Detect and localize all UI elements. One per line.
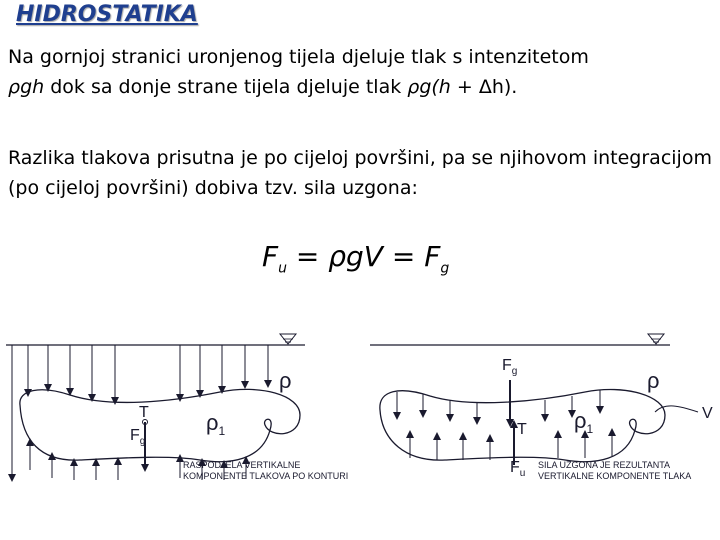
left-rho-label: ρ <box>279 368 292 393</box>
p1-delta: Δ <box>478 76 492 98</box>
left-diagram <box>6 334 348 481</box>
right-caption-2: VERTIKALNE KOMPONENTE TLAKA <box>538 471 692 481</box>
p1-gh: gh <box>20 76 45 98</box>
formula-sub-u: u <box>278 260 287 277</box>
formula-F2: F <box>424 240 441 273</box>
submerged-body-left <box>20 389 300 461</box>
p1-text-2: dok sa donje strane tijela djeluje tlak <box>44 76 408 98</box>
right-caption-1: SILA UZGONA JE REZULTANTA <box>538 460 671 470</box>
formula-eq2: = <box>382 240 425 273</box>
p1-rho-b: ρ <box>407 76 420 98</box>
buoyancy-diagrams <box>0 320 720 500</box>
p1-g-h: g(h + <box>419 76 479 98</box>
buoyancy-formula <box>262 240 449 277</box>
left-rho1-label: $\rho_1$ <box>206 410 226 438</box>
formula-F1: F <box>262 240 279 273</box>
right-Fg-label: $F_g$ <box>502 357 518 377</box>
p1-rho-a: ρ <box>8 76 21 98</box>
right-Fu-label: $F_u$ <box>510 459 526 479</box>
formula-rhogv: ρgV <box>328 240 383 273</box>
paragraph-buoyancy: Razlika tlakova prisutna je po cijeloj površini, pa se njihovom integracijom (po cijeloj površini) dobiva tzv. sila uzgona: <box>8 147 712 199</box>
page-title: HIDROSTATIKA <box>16 2 198 27</box>
right-T-label: T <box>517 421 527 438</box>
p1-h-end: h). <box>491 76 518 98</box>
left-T-label: T <box>139 404 149 421</box>
resultant-arrows-up <box>410 430 612 460</box>
paragraph-pressure <box>8 42 713 102</box>
left-caption-1: RASPODJELA VERTIKALNE <box>183 460 301 470</box>
right-rho1-label: $\rho_1$ <box>574 408 594 436</box>
right-rho-label: ρ <box>647 368 660 393</box>
formula-eq1: = <box>286 240 329 273</box>
formula-sub-g: g <box>440 260 450 277</box>
right-diagram <box>370 334 713 481</box>
left-caption-2: KOMPONENTE TLAKOVA PO KONTURI <box>183 471 349 481</box>
right-V-label: V <box>702 405 713 422</box>
p1-text-1: Na gornjoj stranici uronjenog tijela djeluje tlak s intenzitetom <box>8 46 589 68</box>
left-Fg-label: $F_g$ <box>130 427 146 447</box>
